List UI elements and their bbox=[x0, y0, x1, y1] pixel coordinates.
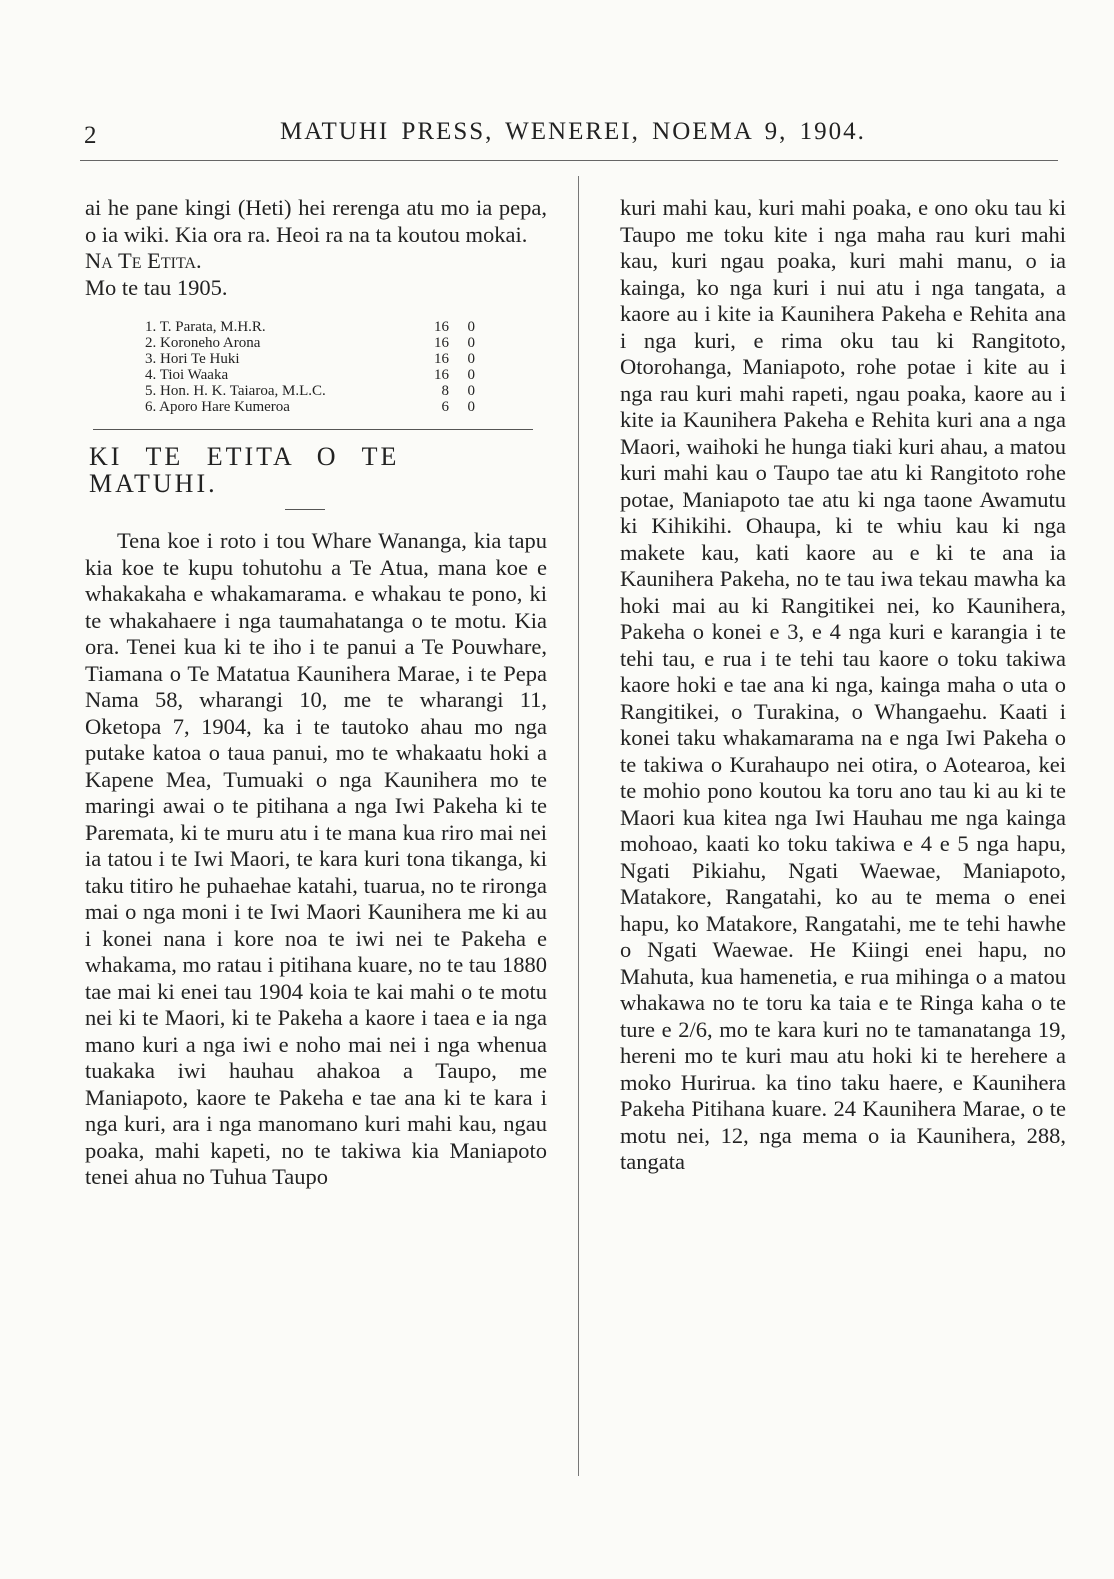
header-rule bbox=[80, 160, 1058, 161]
subscriber-pence: 0 bbox=[467, 367, 475, 383]
subscription-row bbox=[145, 399, 475, 415]
year-heading: Mo te tau 1905. bbox=[85, 274, 228, 300]
right-column bbox=[620, 195, 1066, 1176]
editor-signature: Na Te Etita. bbox=[85, 248, 202, 273]
subscriber-pence: 0 bbox=[467, 319, 475, 335]
subscriber-shillings: 16 bbox=[434, 319, 449, 335]
subscriber-shillings: 16 bbox=[434, 367, 449, 383]
column-divider bbox=[578, 176, 579, 1476]
subscription-row bbox=[145, 367, 475, 383]
subscriber-name: 3. Hori Te Huki bbox=[145, 351, 240, 367]
intro-paragraph: ai he pane kingi (Heti) hei rerenga atu mo ia pepa, o ia wiki. Kia ora ra. Heoi ra na ta koutou mokai. bbox=[85, 195, 547, 247]
letter-continuation: kuri mahi kau, kuri mahi poaka, e ono oku tau ki Taupo me toku kite i nga maha rau kuri mahi kau, kuri ngau poaka, kuri mahi manu, o ia kainga, ko nga kuri i nui atu i nga tangata, a kaore au i kite ia Kaunihera Pakeha e Rehita ana i nga kuri, e rima oku tau ki Rangitoto, Otorohanga, Maniapoto, rohe potae i kite au i nga rau kuri mahi rapeti, ngau poaka, kaore au i kite ia Kaunihera Pakeha e Rehita kuri ana a nga Maori, waihoki he hunga tiaki kuri ahau, a matou kuri mahi kau o Taupo tae atu ki Rangitoto rohe potae, Maniapoto tae atu ki nga taone Awamutu ki Kihikihi. Ohaupa, ki te whiu kau ki nga makete kau, kati kaore au e ki te ana ia Kaunihera Pakeha, no te tau iwa tekau mawha ka hoki mai au ki Rangitikei nei, ko Kaunihera, Pakeha o konei e 3, e 4 nga kuri e karangia i te tehi tau, e rua i te tehi tau kaore o toku takiwa kaore hoki e tae ana ki nga, kainga maha o uta o Rangitikei, o Turakina, o Whangaehu. Kaati i konei taku whakamarama na e nga Iwi Pakeha o te takiwa o Kurahaupo nei otira, o Aotearoa, kei te mohio pono koutou ka toru ano tau ki au ki te Maori kua kitea nga Iwi Hauhau me nga kainga mohoao, kaati ko toku takiwa e 4 e 5 nga hapu, Ngati Pikiahu, Ngati Waewae, Maniapoto, Matakore, Rangatahi, ko au te mema o enei hapu, ko Matakore, Rangatahi, me te tehi hawhe o Ngati Waewae. He Kiingi enei hapu, no Mahuta, kua hamenetia, e rua mihinga o a matou whakawa no te toru ka taia e te Ringa kaha o te ture e 2/6, mo te kara kuri no te tamanatanga 19, hereni mo te kuri mau atu hoki ki te herehere a moko Hurirua. ka tino taku haere, e Kaunihera Pakeha Pitihana kuare. 24 Kaunihera Marae, o te motu nei, 12, nga mema o ia Kaunihera, 288, tangata bbox=[620, 195, 1066, 1174]
subscription-row bbox=[145, 383, 475, 399]
subscriber-name: 6. Aporo Hare Kumeroa bbox=[145, 399, 290, 415]
subscription-row bbox=[145, 319, 475, 335]
subscription-row bbox=[145, 335, 475, 351]
letter-body: Tena koe i roto i tou Whare Wananga, kia tapu kia koe te kupu tohutohu a Te Atua, mana koe e whakakaha e whakamarama. e whakau te pono, ki te whakahaere i nga taumahatanga o te motu. Kia ora. Tenei kua ki te iho i te panui a Te Pouwhare, Tiamana o Te Matatua Kaunihera Marae, i te Pepa Nama 58, wharangi 10, me te wharangi 11, Oketopa 7, 1904, ka i te tautoko ahau mo nga putake katoa o taua panui, mo te whakaatu hoki a Kapene Mea, Tumuaki o nga Kaunihera mo te maringi awai o te pitihana a nga Iwi Pakeha ki te Paremata, ki te muru atu i te mana kua riro mai nei ia tatou i te Iwi Maori, te kara kuri tona tikanga, ki taku titiro he puhaehae katahi, tuarua, no te rironga mai o nga moni i te Iwi Maori Kaunihera me ki au i konei nana i kore noa te iwi nei te Pakeha e whakama, mo ratau i pitihana kuare, no te tau 1880 tae mai ki enei tau 1904 koia te kai mahi o te motu nei ki te Maori, ki te Pakeha a kaore i taea e ia nga mano kuri a nga iwi e noho mai nei i nga whenua tuakaka iwi hauhau ahakoa a Taupo, me Maniapoto, kaore te Pakeha e tae ana ki te kara i nga kuri, ara i nga manomano kuri mahi kau, ngau poaka, mahi kapeti, no te takiwa kia Maniapoto tenei ahua no Tuhua Taupo bbox=[85, 528, 547, 1189]
subscriber-name: 5. Hon. H. K. Taiaroa, M.L.C. bbox=[145, 383, 326, 399]
subscriber-pence: 0 bbox=[467, 399, 475, 415]
letter-title: KI TE ETITA O TE MATUHI. bbox=[89, 442, 400, 498]
subscriber-shillings: 16 bbox=[434, 335, 449, 351]
masthead: MATUHI PRESS, WENEREI, NOEMA 9, 1904. bbox=[280, 118, 866, 145]
subscriber-pence: 0 bbox=[467, 335, 475, 351]
subscriber-shillings: 6 bbox=[441, 399, 449, 415]
title-rule bbox=[285, 509, 325, 510]
subscriber-shillings: 8 bbox=[441, 383, 449, 399]
subscriber-shillings: 16 bbox=[434, 351, 449, 367]
subscriber-name: 2. Koroneho Arona bbox=[145, 335, 261, 351]
subscription-row bbox=[145, 351, 475, 367]
subscriber-name: 4. Tioi Waaka bbox=[145, 367, 229, 383]
subscription-list bbox=[145, 319, 475, 415]
subscriber-pence: 0 bbox=[467, 351, 475, 367]
subscriber-name: 1. T. Parata, M.H.R. bbox=[145, 319, 266, 335]
subscriber-pence: 0 bbox=[467, 383, 475, 399]
page-number: 2 bbox=[84, 122, 97, 149]
left-column bbox=[85, 195, 547, 1191]
section-rule bbox=[93, 429, 533, 430]
